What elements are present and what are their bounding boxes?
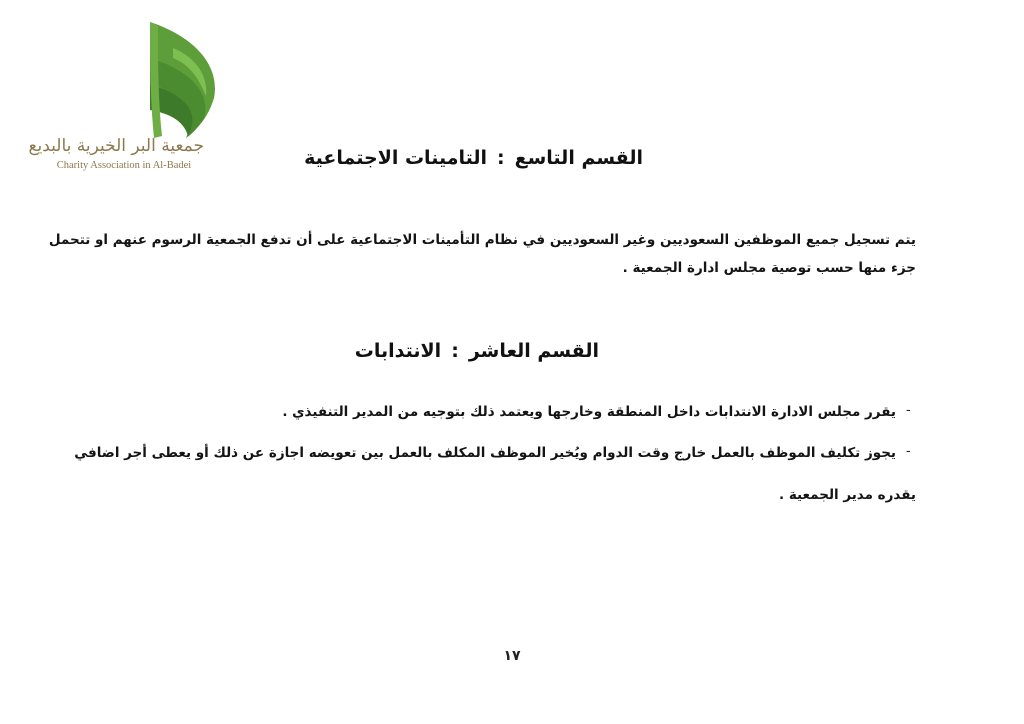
page-number: ١٧ (503, 648, 521, 664)
logo-english-name: Charity Association in Al-Badei (56, 160, 192, 171)
section-9-paragraph-line-1: يتم تسجيل جميع الموظفين السعوديين وغير السعوديين في نظام التأمينات الاجتماعية على أن تدفع الجمعية الرسوم عنهم او تتحمل (48, 232, 916, 248)
section-9-separator: : (497, 147, 505, 169)
section-10-separator: : (451, 340, 459, 362)
section-9-title: القسم التاسع (514, 147, 643, 169)
section-9-paragraph-line-2: جزء منها حسب توصية مجلس ادارة الجمعية . (622, 260, 916, 276)
logo-arabic-name: جمعية البر الخيرية بالبديع (28, 136, 204, 156)
bullet-2-text-line-2: يقدره مدير الجمعية . (779, 487, 916, 503)
bullet-1-text: يقرر مجلس الادارة الانتدابات داخل المنطقة وخارجها ويعتمد ذلك بتوجيه من المدير التنفيذي . (282, 404, 896, 420)
section-10-title: القسم العاشر (468, 340, 599, 362)
section-10-heading (355, 340, 599, 362)
logo-leaf-icon (38, 18, 228, 143)
association-logo (28, 18, 228, 173)
section-10-subject: الانتدابات (354, 340, 442, 362)
bullet-2-marker: - (906, 444, 911, 459)
section-9-heading (304, 147, 643, 169)
section-9-subject: التامينات الاجتماعية (304, 147, 488, 169)
bullet-1-marker: - (906, 403, 911, 418)
bullet-2-text-line-1: يجوز تكليف الموظف بالعمل خارج وقت الدوام ويُخير الموظف المكلف بالعمل بين تعويضه اجازة عن ذلك أو يعطى أجر اضافي (74, 445, 896, 461)
